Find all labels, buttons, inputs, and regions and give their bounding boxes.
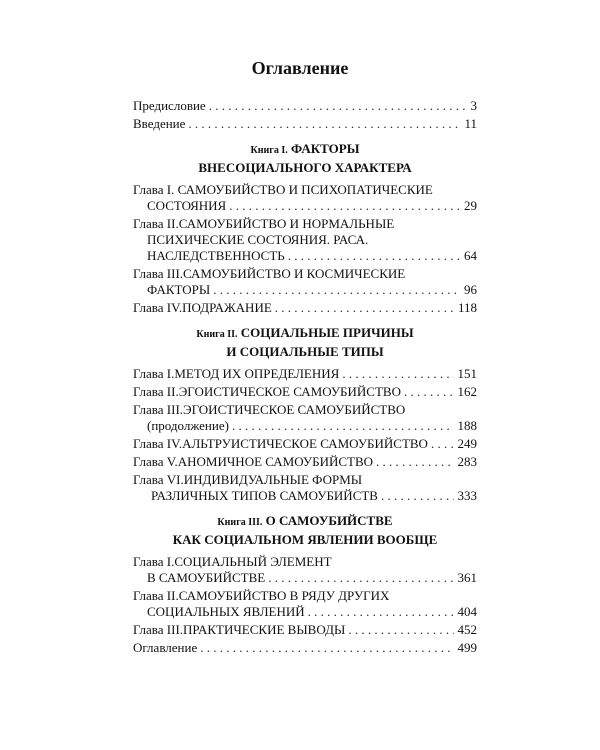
toc-entry-label: Глава III.САМОУБИЙСТВО И КОСМИЧЕСКИЕ <box>133 266 406 281</box>
toc-entry-label: ФАКТОРЫ <box>147 282 211 297</box>
toc-entry-label: Глава IV.АЛЬТРУИСТИЧЕСКОЕ САМОУБИЙСТВО <box>133 436 428 451</box>
book-prefix: Книга I. <box>250 145 288 156</box>
toc-entry-label: Введение <box>133 116 186 131</box>
book-title-line-2: И СОЦИАЛЬНЫЕ ТИПЫ <box>226 344 384 359</box>
toc-page-number: 96 <box>464 282 477 297</box>
toc-entry-label: (продолжение) <box>147 418 229 433</box>
leader-dots <box>232 418 454 434</box>
toc-page-number: 188 <box>457 418 477 433</box>
toc-entry-chapter[interactable] <box>133 436 477 452</box>
toc-entry-label: В САМОУБИЙСТВЕ <box>147 570 266 585</box>
toc-entry-chapter[interactable] <box>133 588 477 620</box>
toc-entry-chapter[interactable] <box>133 266 477 298</box>
book-prefix: Книга III. <box>217 517 263 528</box>
toc-entry-contents[interactable] <box>133 640 477 656</box>
toc-page-number: 64 <box>464 248 477 263</box>
leader-dots <box>288 248 460 264</box>
toc-entry-label: Глава VI.ИНДИВИДУАЛЬНЫЕ ФОРМЫ <box>133 472 363 487</box>
toc-entry-label: СОСТОЯНИЯ <box>147 198 227 213</box>
toc-entry-label: Глава IV.ПОДРАЖАНИЕ <box>133 300 272 315</box>
leader-dots <box>376 454 453 470</box>
toc-entry-label: Глава III.ПРАКТИЧЕСКИЕ ВЫВОДЫ <box>133 622 346 637</box>
book-1-heading <box>133 140 477 176</box>
toc-page-number: 283 <box>457 454 477 469</box>
toc-entry-label: Глава III.ЭГОИСТИЧЕСКОЕ САМОУБИЙСТВО <box>133 402 406 417</box>
toc-page-number: 162 <box>457 384 477 399</box>
toc-page-number: 249 <box>457 436 477 451</box>
toc-entry-label: Оглавление <box>133 640 198 655</box>
leader-dots <box>229 198 460 214</box>
leader-dots <box>200 640 453 656</box>
toc-page-number: 499 <box>457 640 477 655</box>
book-title-line-1: ФАКТОРЫ <box>290 141 360 156</box>
leader-dots <box>348 622 453 638</box>
toc-entry-chapter[interactable] <box>133 622 477 638</box>
toc-entry-label: СОЦИАЛЬНЫХ ЯВЛЕНИЙ <box>147 604 305 619</box>
page-title: Оглавление <box>251 58 349 78</box>
toc-entry-label: РАЗЛИЧНЫХ ТИПОВ САМОУБИЙСТВ <box>151 488 378 503</box>
toc-entry-chapter[interactable] <box>133 554 477 586</box>
toc-page-number: 29 <box>464 198 477 213</box>
toc-entry-chapter[interactable] <box>133 384 477 400</box>
book-prefix: Книга II. <box>196 329 238 340</box>
toc-entry-introduction[interactable] <box>133 116 477 132</box>
toc-entry-label: Глава I. САМОУБИЙСТВО И ПСИХОПАТИЧЕСКИЕ <box>133 182 433 197</box>
toc-entry-label: Глава V.АНОМИЧНОЕ САМОУБИЙСТВО <box>133 454 374 469</box>
toc-page-number: 361 <box>457 570 477 585</box>
leader-dots <box>308 604 454 620</box>
leader-dots <box>381 488 454 504</box>
table-of-contents <box>133 98 477 658</box>
toc-entry-preface[interactable] <box>133 98 477 114</box>
toc-entry-label: Предисловие <box>133 98 206 113</box>
toc-page-number: 3 <box>470 98 477 113</box>
toc-page-number: 404 <box>457 604 477 619</box>
toc-entry-chapter[interactable] <box>133 454 477 470</box>
book-3-heading <box>133 512 477 548</box>
toc-entry-label: Глава II.САМОУБИЙСТВО В РЯДУ ДРУГИХ <box>133 588 390 603</box>
toc-entry-label: Глава I.МЕТОД ИХ ОПРЕДЕЛЕНИЯ <box>133 366 340 381</box>
toc-page-number: 118 <box>457 300 477 315</box>
toc-entry-chapter[interactable] <box>133 300 477 316</box>
toc-entry-label: Глава II.ЭГОИСТИЧЕСКОЕ САМОУБИЙСТВО <box>133 384 401 399</box>
toc-entry-label: Глава I.СОЦИАЛЬНЫЙ ЭЛЕМЕНТ <box>133 554 332 569</box>
leader-dots <box>268 570 453 586</box>
book-title-line-1: СОЦИАЛЬНЫЕ ПРИЧИНЫ <box>240 325 414 340</box>
leader-dots <box>209 98 467 114</box>
leader-dots <box>404 384 454 400</box>
toc-entry-chapter[interactable] <box>133 472 477 504</box>
toc-entry-label: ПСИХИЧЕСКИЕ СОСТОЯНИЯ. РАСА. <box>147 232 369 247</box>
toc-entry-chapter[interactable] <box>133 366 477 382</box>
book-title-line-2: КАК СОЦИАЛЬНОМ ЯВЛЕНИИ ВООБЩЕ <box>172 532 438 547</box>
toc-page-number: 452 <box>457 622 477 637</box>
toc-entry-label: НАСЛЕДСТВЕННОСТЬ <box>147 248 285 263</box>
toc-entry-chapter[interactable] <box>133 182 477 214</box>
leader-dots <box>342 366 453 382</box>
leader-dots <box>431 436 454 452</box>
toc-entry-chapter[interactable] <box>133 216 477 264</box>
leader-dots <box>188 116 460 132</box>
toc-entry-chapter[interactable] <box>133 402 477 434</box>
book-2-heading <box>133 324 477 360</box>
toc-page-number: 333 <box>457 488 477 503</box>
leader-dots <box>213 282 460 298</box>
toc-page-number: 11 <box>464 116 477 131</box>
book-title-line-1: О САМОУБИЙСТВЕ <box>265 513 393 528</box>
leader-dots <box>275 300 454 316</box>
toc-entry-label: Глава II.САМОУБИЙСТВО И НОРМАЛЬНЫЕ <box>133 216 395 231</box>
toc-page-number: 151 <box>457 366 477 381</box>
book-title-line-2: ВНЕСОЦИАЛЬНОГО ХАРАКТЕРА <box>198 160 412 175</box>
